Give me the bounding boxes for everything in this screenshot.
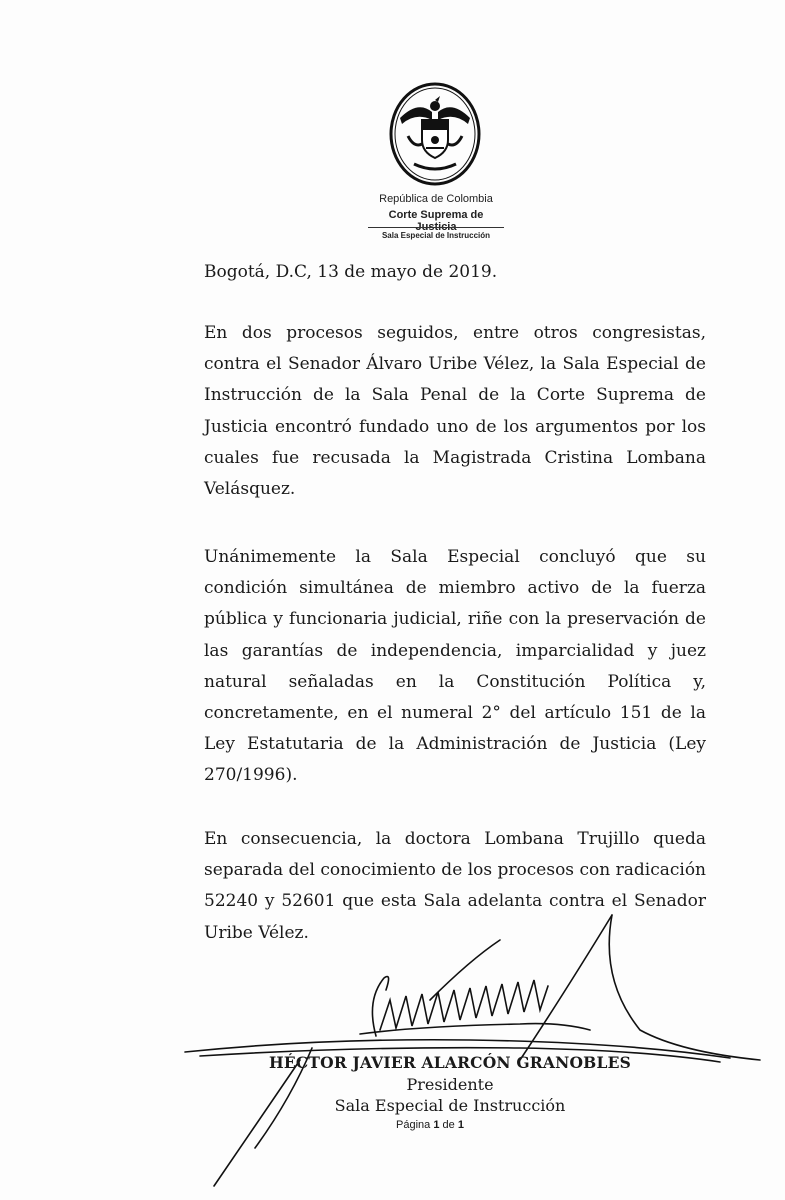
signatory-chamber: Sala Especial de Instrucción [334,1096,566,1115]
signatory-role: Presidente [406,1075,494,1094]
letterhead-chamber: Sala Especial de Instrucción [381,231,491,240]
letterhead-divider [368,227,504,228]
letterhead-republic: República de Colombia [379,193,493,205]
paragraph-1: En dos procesos seguidos, entre otros congresistas, contra el Senador Álvaro Uribe Vélez, la Sala Especial de Instrucción de la Sala Penal de la Corte Suprema de Justicia encontró fundado uno de los argumentos por los cuales fue recusada la Magistrada Cristina Lombana Velásquez. [204,323,706,500]
signatory-name: HÉCTOR JAVIER ALARCÓN GRANOBLES [269,1053,631,1072]
page-of: de [442,1119,455,1131]
paragraph-2: Unánimemente la Sala Especial concluyó que su condición simultánea de miembro activo de la fuerza pública y funcionaria judicial, riñe con la preservación de las garantías de independencia, imparcialidad y juez natural señaladas en la Constitución Política y, concretamente, en el numeral 2° del artículo 151 de la Ley Estatutaria de la Administración de Justicia (Ley 270/1996). [204,547,706,786]
coat-of-arms-icon [388,78,482,186]
page-current: 1 [433,1119,440,1131]
letter-date: Bogotá, D.C, 13 de mayo de 2019. [204,262,498,282]
page-total: 1 [457,1119,464,1131]
letterhead-court: Corte Suprema de Justicia [388,209,484,233]
page-number [330,1119,530,1131]
page-word: Página [396,1119,431,1131]
paragraph-3: En consecuencia, la doctora Lombana Trujillo queda separada del conocimiento de los procesos con radicación 52240 y 52601 que esta Sala adelanta contra el Senador Uribe Vélez. [204,829,706,943]
